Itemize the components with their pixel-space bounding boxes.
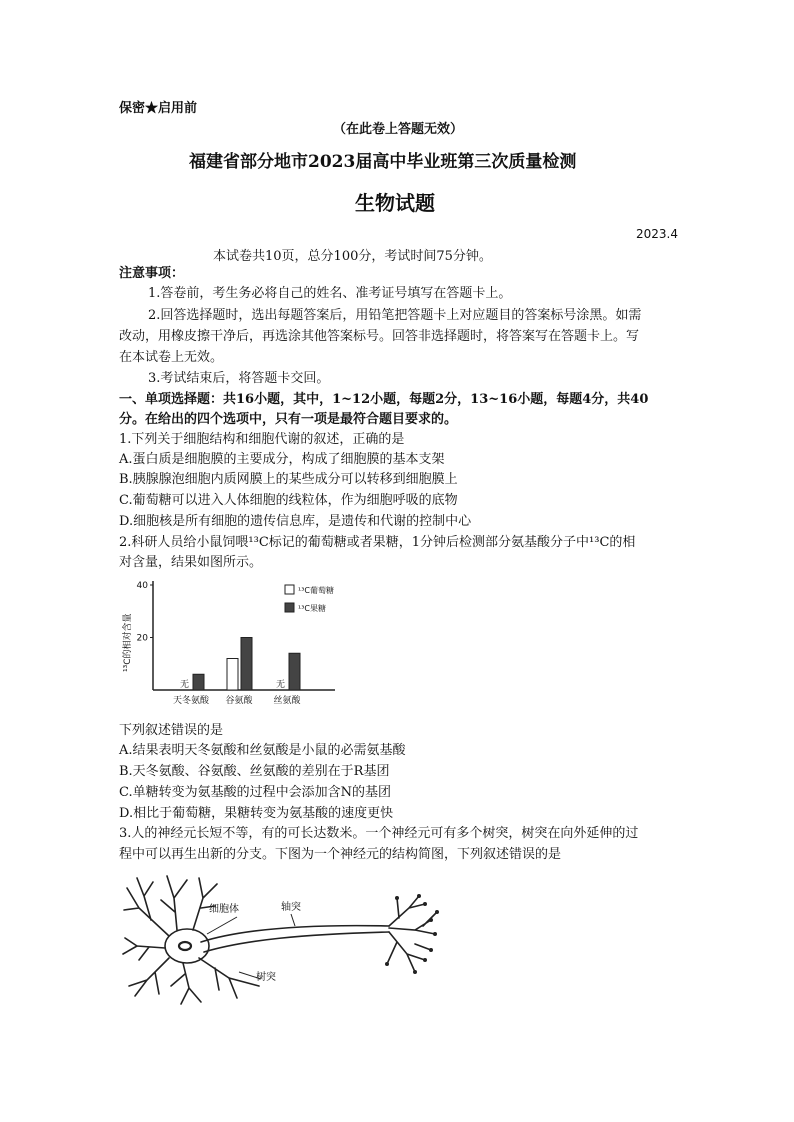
q2-option-c: C.单糖转变为氨基酸的过程中会添加含N的基团 (119, 785, 391, 800)
exam-title: 福建省部分地市2023届高中毕业班第三次质量检测 (189, 152, 577, 172)
subject-title: 生物试题 (355, 191, 435, 215)
cell-body (165, 929, 209, 963)
note-3: 3.考试结束后，将答题卡交回。 (148, 371, 330, 386)
legend-swatch (285, 603, 294, 612)
q1-option-a: A.蛋白质是细胞膜的主要成分，构成了细胞膜的基本支架 (119, 452, 445, 467)
notes-heading: 注意事项： (119, 266, 185, 281)
bar-fructose (193, 674, 204, 690)
exam-summary: 本试卷共10页，总分100分，考试时间75分钟。 (213, 249, 492, 264)
amino-acid-chart (117, 577, 352, 719)
q2-option-d: D.相比于葡萄糖，果糖转变为氨基酸的速度更快 (119, 806, 394, 821)
note-2-line-2: 改动，用橡皮擦干净后，再选涂其他答案标号。回答非选择题时，将答案写在答题卡上。写 (119, 329, 640, 344)
none-label: 无 (179, 680, 190, 690)
q2-option-b: B.天冬氨酸、谷氨酸、丝氨酸的差别在于R基团 (119, 764, 390, 779)
legend-label: ¹³C葡萄糖 (298, 586, 334, 595)
note-2-line-3: 在本试卷上无效。 (119, 350, 224, 365)
bar-fructose (289, 653, 300, 690)
y-axis-label: ¹³C的相对含量 (123, 613, 133, 672)
section-1-line-1: 一、单项选择题：共16小题，其中，1~12小题，每题2分，13~16小题，每题4分，共40 (119, 392, 649, 407)
nucleus (179, 942, 191, 950)
y-tick-label: 20 (136, 633, 148, 644)
q1-option-b: B.胰腺腺泡细胞内质网膜上的某些成分可以转移到细胞膜上 (119, 472, 458, 487)
bar-glucose (227, 659, 238, 691)
note-1: 1.答卷前，考生务必将自己的姓名、准考证号填写在答题卡上。 (148, 286, 512, 301)
q1-stem: 1.下列关于细胞结构和细胞代谢的叙述，正确的是 (119, 432, 405, 447)
axon (201, 926, 389, 942)
q2-after-chart: 下列叙述错误的是 (119, 723, 224, 738)
confidential-label: 保密★启用前 (119, 101, 198, 116)
axon-label: 轴突 (281, 902, 301, 913)
x-tick-label: 丝氨酸 (273, 696, 301, 706)
q2-stem-line-1: 2.科研人员给小鼠饲喂¹³C标记的葡萄糖或者果糖，1分钟后检测部分氨基酸分子中¹³C的相 (119, 535, 636, 550)
q3-stem-line-1: 3.人的神经元长短不等，有的可长达数米。一个神经元可有多个树突，树突在向外延伸的过 (119, 826, 639, 841)
cell-body-label: 细胞体 (209, 904, 239, 915)
q2-stem-line-2: 对含量，结果如图所示。 (119, 555, 263, 570)
none-label: 无 (275, 680, 286, 690)
q2-option-a: A.结果表明天冬氨酸和丝氨酸是小鼠的必需氨基酸 (119, 743, 406, 758)
neuron-diagram (119, 868, 449, 1008)
q3-stem-line-2: 程中可以再生出新的分支。下图为一个神经元的结构简图，下列叙述错误的是 (119, 847, 562, 862)
legend-swatch (285, 585, 294, 594)
legend-label: ¹³C果糖 (298, 604, 326, 613)
exam-date: 2023.4 (636, 227, 678, 241)
y-tick-label: 40 (136, 581, 148, 591)
x-tick-label: 天冬氨酸 (172, 696, 210, 706)
x-tick-label: 谷氨酸 (225, 696, 253, 706)
invalid-note: （在此卷上答题无效） (333, 122, 464, 137)
q1-option-c: C.葡萄糖可以进入人体细胞的线粒体，作为细胞呼吸的底物 (119, 493, 458, 508)
q1-option-d: D.细胞核是所有细胞的遗传信息库，是遗传和代谢的控制中心 (119, 514, 472, 529)
note-2-line-1: 2.回答选择题时，选出每题答案后，用铅笔把答题卡上对应题目的答案标号涂黑。如需 (148, 308, 642, 323)
bar-fructose (241, 638, 252, 691)
dendrite-label: 树突 (256, 972, 276, 983)
section-1-line-2: 分。在给出的四个选项中，只有一项是最符合题目要求的。 (119, 412, 458, 427)
